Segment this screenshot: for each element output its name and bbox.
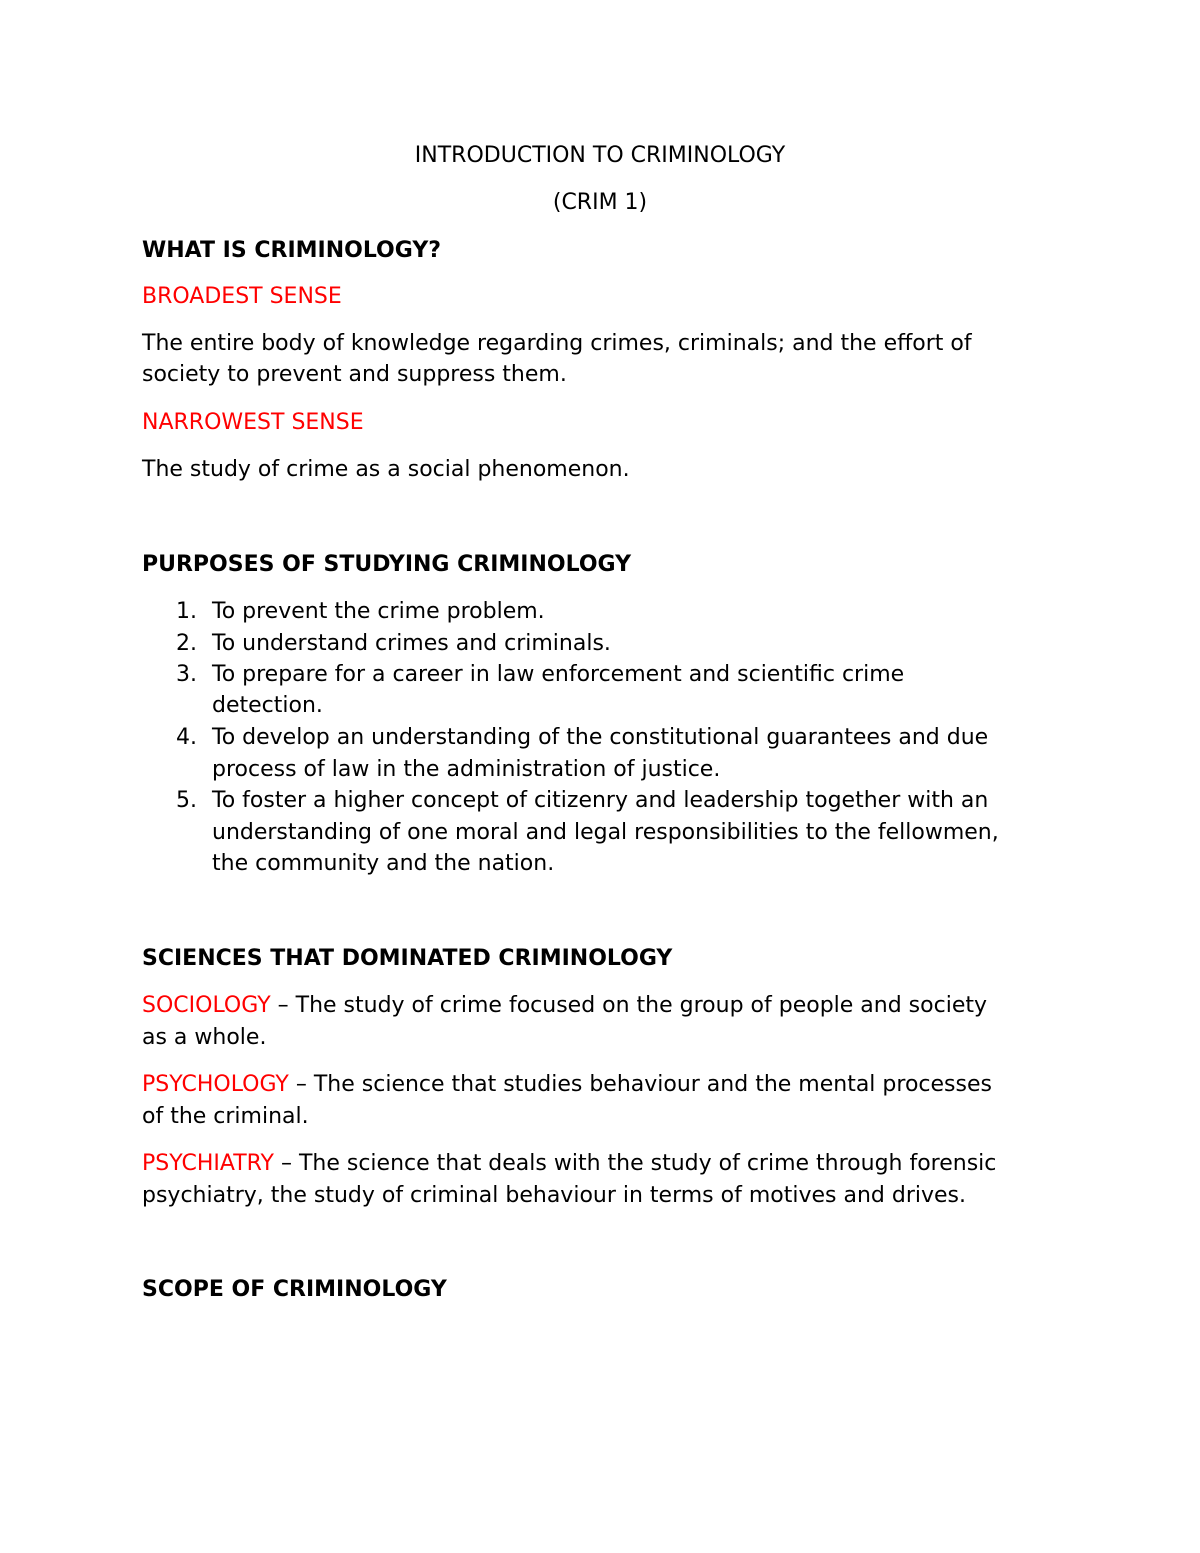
list-item-text: the community and the nation. <box>212 851 555 876</box>
list-item-number: 2. <box>176 631 197 656</box>
sociology-definition-line-2: as a whole. <box>142 1025 267 1050</box>
list-item-text: To prepare for a career in law enforcement and scientific crime <box>212 662 905 687</box>
narrowest-sense-label: NARROWEST SENSE <box>142 410 364 435</box>
sociology-term: SOCIOLOGY <box>142 993 271 1018</box>
broadest-sense-text-line-2: society to prevent and suppress them. <box>142 362 567 387</box>
section-heading-scope: SCOPE OF CRIMINOLOGY <box>142 1277 447 1302</box>
psychology-definition: – The science that studies behaviour and the mental processes <box>288 1072 992 1097</box>
psychology-term: PSYCHOLOGY <box>142 1072 289 1097</box>
section-heading-sciences: SCIENCES THAT DOMINATED CRIMINOLOGY <box>142 946 673 971</box>
sociology-definition-line-1 <box>142 990 1062 1021</box>
psychiatry-definition-line-1 <box>142 1148 1062 1179</box>
list-item-text: To foster a higher concept of citizenry and leadership together with an <box>212 788 989 813</box>
psychology-definition-line-1 <box>142 1069 1062 1100</box>
broadest-sense-text-line-1: The entire body of knowledge regarding crimes, criminals; and the effort of <box>142 331 972 356</box>
list-item-text: detection. <box>212 693 323 718</box>
psychiatry-definition: – The science that deals with the study of crime through forensic <box>273 1151 997 1176</box>
list-item-number: 3. <box>176 662 197 687</box>
psychiatry-term: PSYCHIATRY <box>142 1151 274 1176</box>
narrowest-sense-text: The study of crime as a social phenomenon. <box>142 457 630 482</box>
section-heading-purposes: PURPOSES OF STUDYING CRIMINOLOGY <box>142 552 632 577</box>
section-heading-what-is: WHAT IS CRIMINOLOGY? <box>142 238 442 263</box>
list-item-text: To develop an understanding of the constitutional guarantees and due <box>212 725 989 750</box>
list-item-text: understanding of one moral and legal responsibilities to the fellowmen, <box>212 820 999 845</box>
list-item-text: process of law in the administration of justice. <box>212 757 721 782</box>
list-item-text: To understand crimes and criminals. <box>212 631 611 656</box>
list-item-text: To prevent the crime problem. <box>212 599 545 624</box>
document-title: INTRODUCTION TO CRIMINOLOGY <box>414 143 786 168</box>
psychiatry-definition-line-2: psychiatry, the study of criminal behaviour in terms of motives and drives. <box>142 1183 966 1208</box>
list-item-number: 5. <box>176 788 197 813</box>
list-item-number: 1. <box>176 599 197 624</box>
list-item-number: 4. <box>176 725 197 750</box>
psychology-definition-line-2: of the criminal. <box>142 1104 309 1129</box>
broadest-sense-label: BROADEST SENSE <box>142 284 342 309</box>
sociology-definition: – The study of crime focused on the group of people and society <box>270 993 987 1018</box>
document-subtitle: (CRIM 1) <box>552 190 648 215</box>
